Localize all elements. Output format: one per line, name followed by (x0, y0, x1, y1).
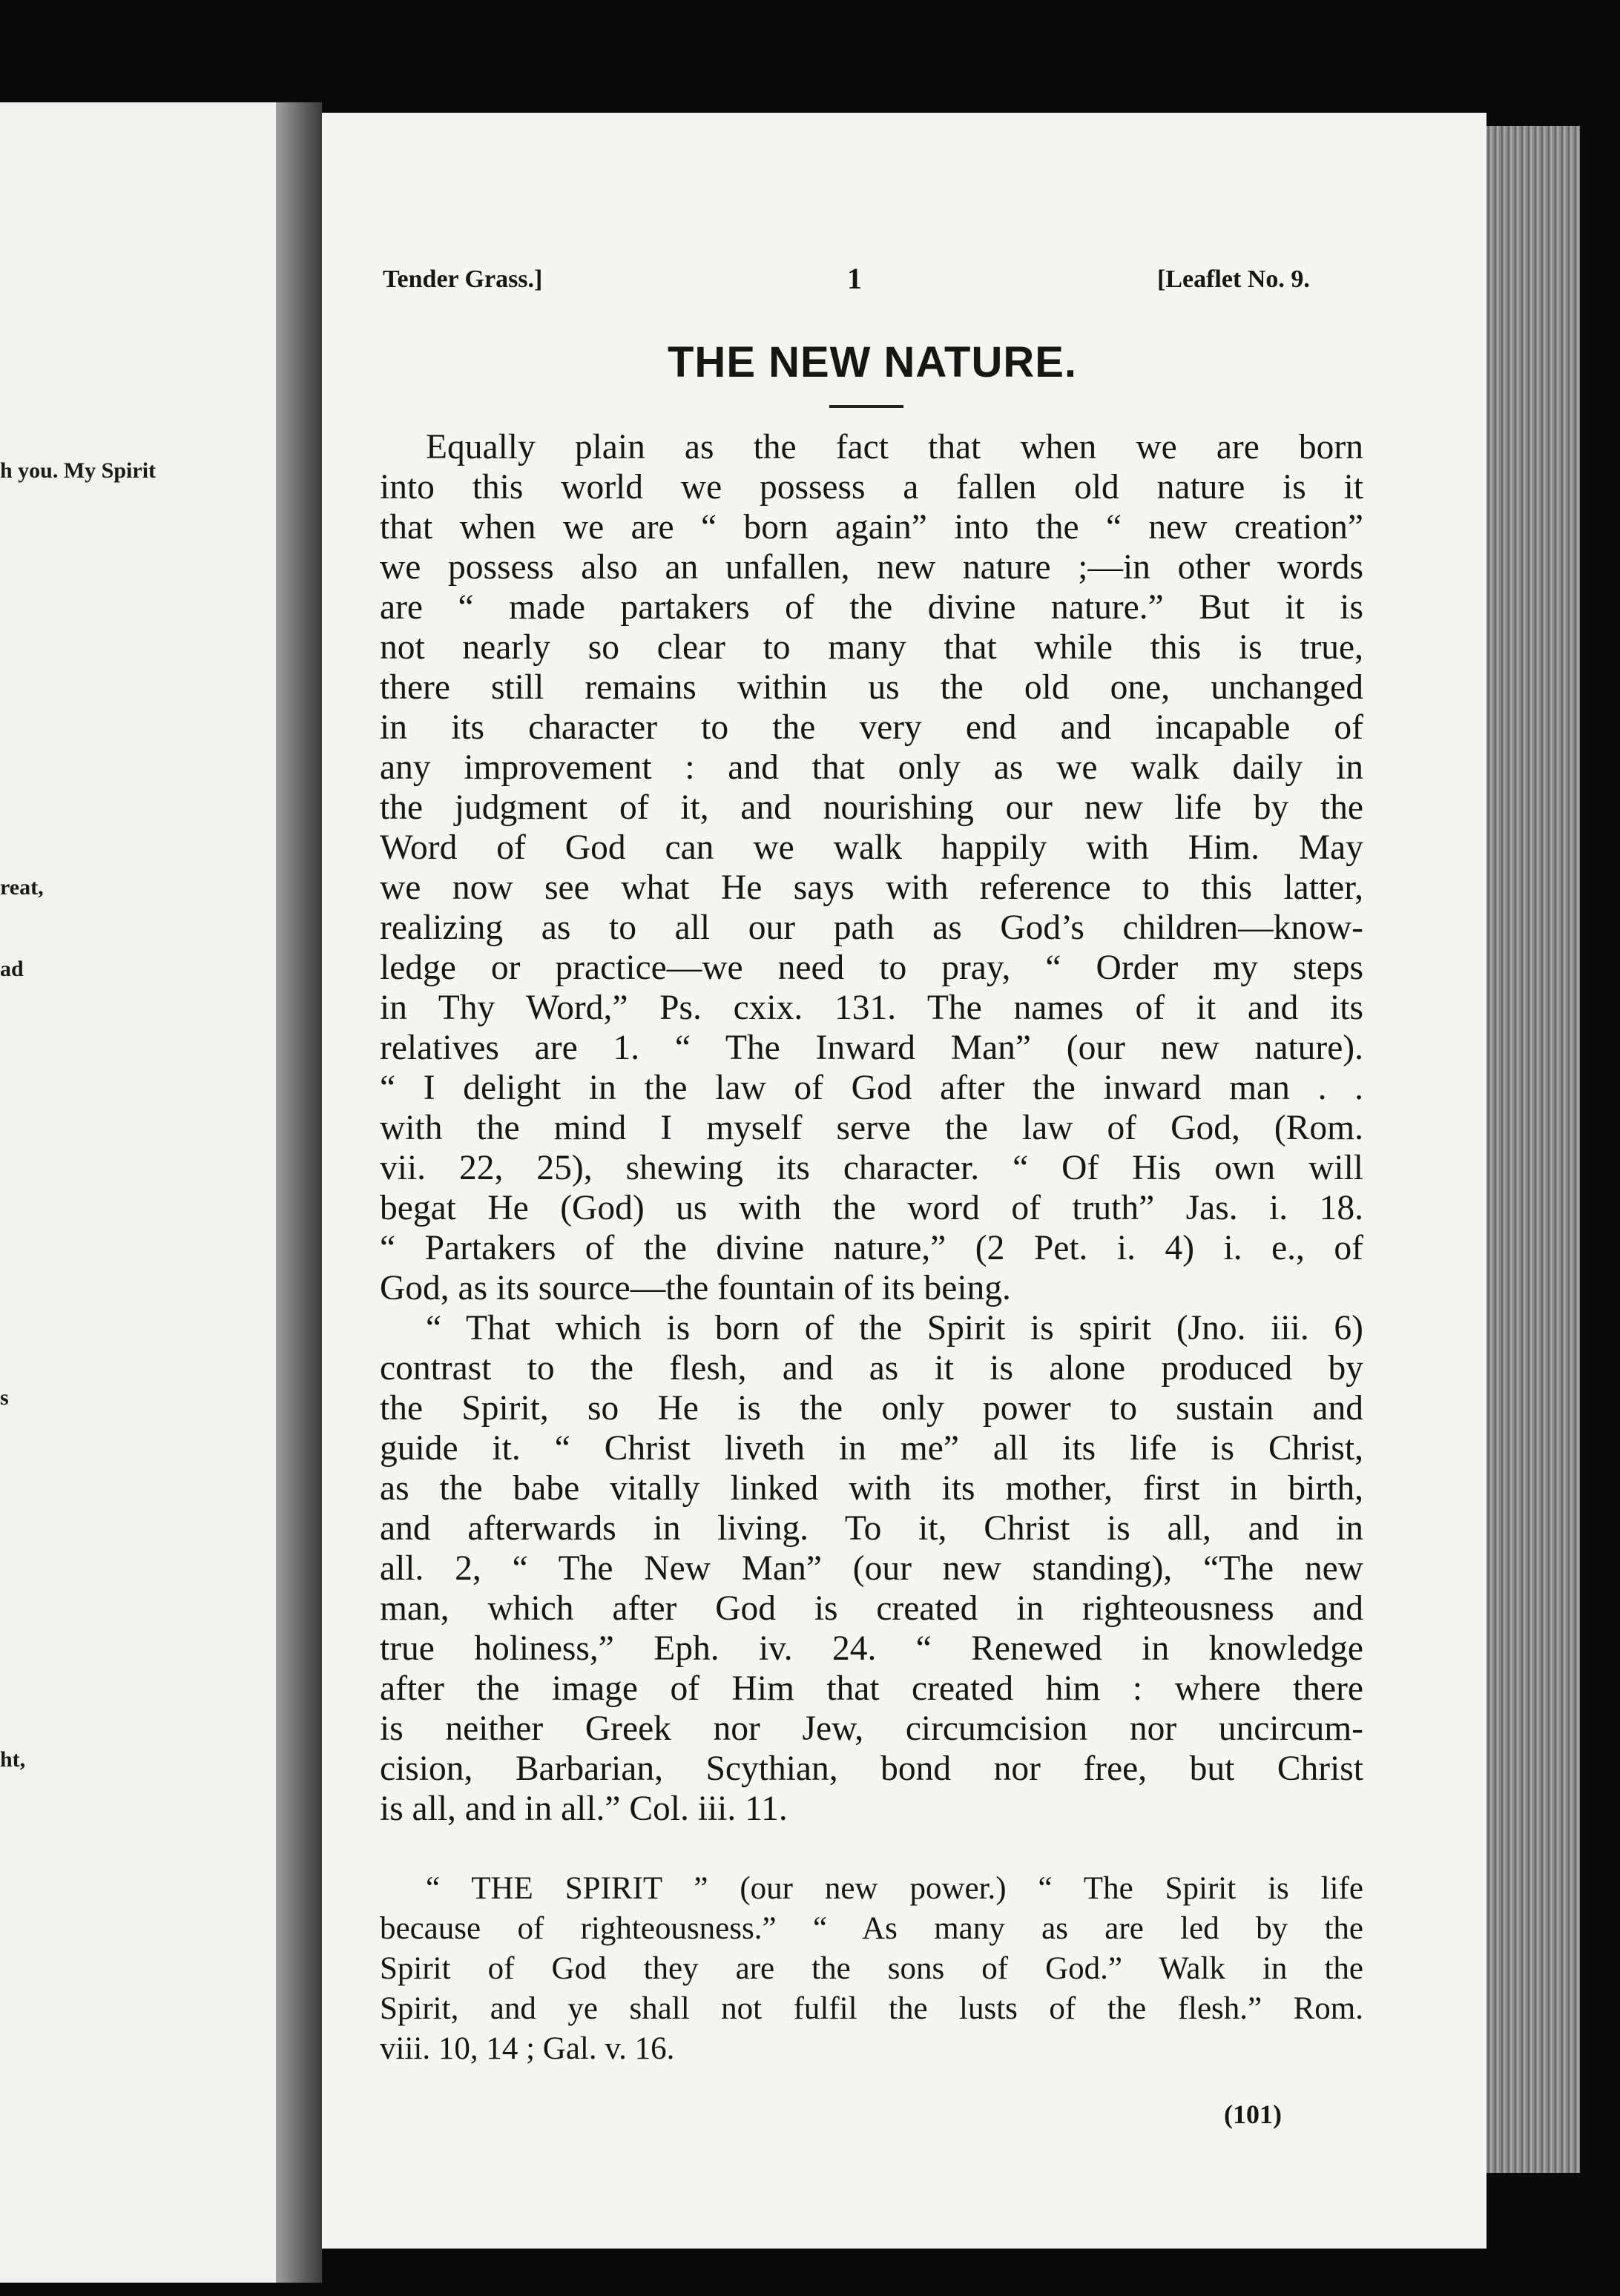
text-line: ledge or practice—we need to pray, “ Order my steps (380, 949, 1363, 987)
text-line: any improvement : and that only as we walk daily in (380, 748, 1363, 787)
left-page-fragment: ht, (0, 1747, 26, 1772)
text-line: in Thy Word,” Ps. cxix. 131. The names of it and its (380, 989, 1363, 1027)
text-line: after the image of Him that created him : where there (380, 1669, 1363, 1708)
left-page-fragment: s (0, 1385, 9, 1410)
left-page-fragment: h you. My Spirit (0, 458, 157, 483)
text-line: God, as its source—the fountain of its being. (380, 1269, 1011, 1307)
text-line: Equally plain as the fact that when we are born (426, 428, 1363, 466)
text-line: relatives are 1. “ The Inward Man” (our new nature). (380, 1029, 1363, 1067)
text-line: all. 2, “ The New Man” (our new standing), “The new (380, 1549, 1363, 1588)
text-line: and afterwards in living. To it, Christ is all, and in (380, 1509, 1363, 1548)
page-title: THE NEW NATURE. (668, 338, 1078, 386)
running-header-left: Tender Grass.] (383, 265, 543, 293)
page-edge-stack (1486, 126, 1580, 2173)
running-header-right: [Leaflet No. 9. (1157, 265, 1310, 293)
text-line: cision, Barbarian, Scythian, bond nor free, but Christ (380, 1749, 1363, 1788)
text-line: Spirit, and ye shall not fulfil the lusts of the flesh.” Rom. (380, 1991, 1363, 2026)
text-line: the Spirit, so He is the only power to sustain and (380, 1389, 1363, 1428)
text-line: with the mind I myself serve the law of God, (Rom. (380, 1109, 1363, 1147)
text-line: not nearly so clear to many that while this is true, (380, 628, 1363, 667)
text-line: “ THE SPIRIT ” (our new power.) “ The Spirit is life (426, 1871, 1363, 1906)
text-line: are “ made partakers of the divine nature.” But it is (380, 588, 1363, 627)
text-line: is all, and in all.” Col. iii. 11. (380, 1789, 788, 1828)
text-line: “ Partakers of the divine nature,” (2 Pet. i. 4) i. e., of (380, 1229, 1363, 1267)
header-page-number: 1 (847, 262, 862, 295)
text-line: into this world we possess a fallen old nature is it (380, 468, 1363, 507)
left-page-fragment: ad (0, 957, 24, 981)
text-line: that when we are “ born again” into the “ new creation” (380, 508, 1363, 547)
text-line: Word of God can we walk happily with Him. May (380, 828, 1363, 867)
text-line: Spirit of God they are the sons of God.” Walk in the (380, 1951, 1363, 1986)
text-line: is neither Greek nor Jew, circumcision nor uncircum- (380, 1709, 1363, 1748)
title-rule (829, 405, 903, 408)
text-line: as the babe vitally linked with its mother, first in birth, (380, 1469, 1363, 1508)
text-line: guide it. “ Christ liveth in me” all its life is Christ, (380, 1429, 1363, 1468)
left-page (0, 102, 276, 2283)
text-line: we now see what He says with reference to this latter, (380, 868, 1363, 907)
text-line: viii. 10, 14 ; Gal. v. 16. (380, 2031, 675, 2066)
text-line: begat He (God) us with the word of truth” Jas. i. 18. (380, 1189, 1363, 1227)
footer-page-number: (101) (1224, 2099, 1282, 2129)
text-line: man, which after God is created in righteousness and (380, 1589, 1363, 1628)
text-line: in its character to the very end and incapable of (380, 708, 1363, 747)
text-line: we possess also an unfallen, new nature ;—in other words (380, 548, 1363, 587)
text-line: “ I delight in the law of God after the inward man . . (380, 1069, 1363, 1107)
book-gutter (276, 102, 322, 2283)
text-line: there still remains within us the old one, unchanged (380, 668, 1363, 707)
text-line: vii. 22, 25), shewing its character. “ Of His own will (380, 1149, 1363, 1187)
text-line: because of righteousness.” “ As many as are led by the (380, 1911, 1363, 1946)
text-line: “ That which is born of the Spirit is spirit (Jno. iii. 6) (426, 1309, 1363, 1347)
text-line: true holiness,” Eph. iv. 24. “ Renewed in knowledge (380, 1629, 1363, 1668)
text-line: realizing as to all our path as God’s children—know- (380, 908, 1363, 947)
text-line: contrast to the flesh, and as it is alone produced by (380, 1349, 1363, 1388)
left-page-fragment: reat, (0, 875, 44, 900)
text-line: the judgment of it, and nourishing our new life by the (380, 788, 1363, 827)
